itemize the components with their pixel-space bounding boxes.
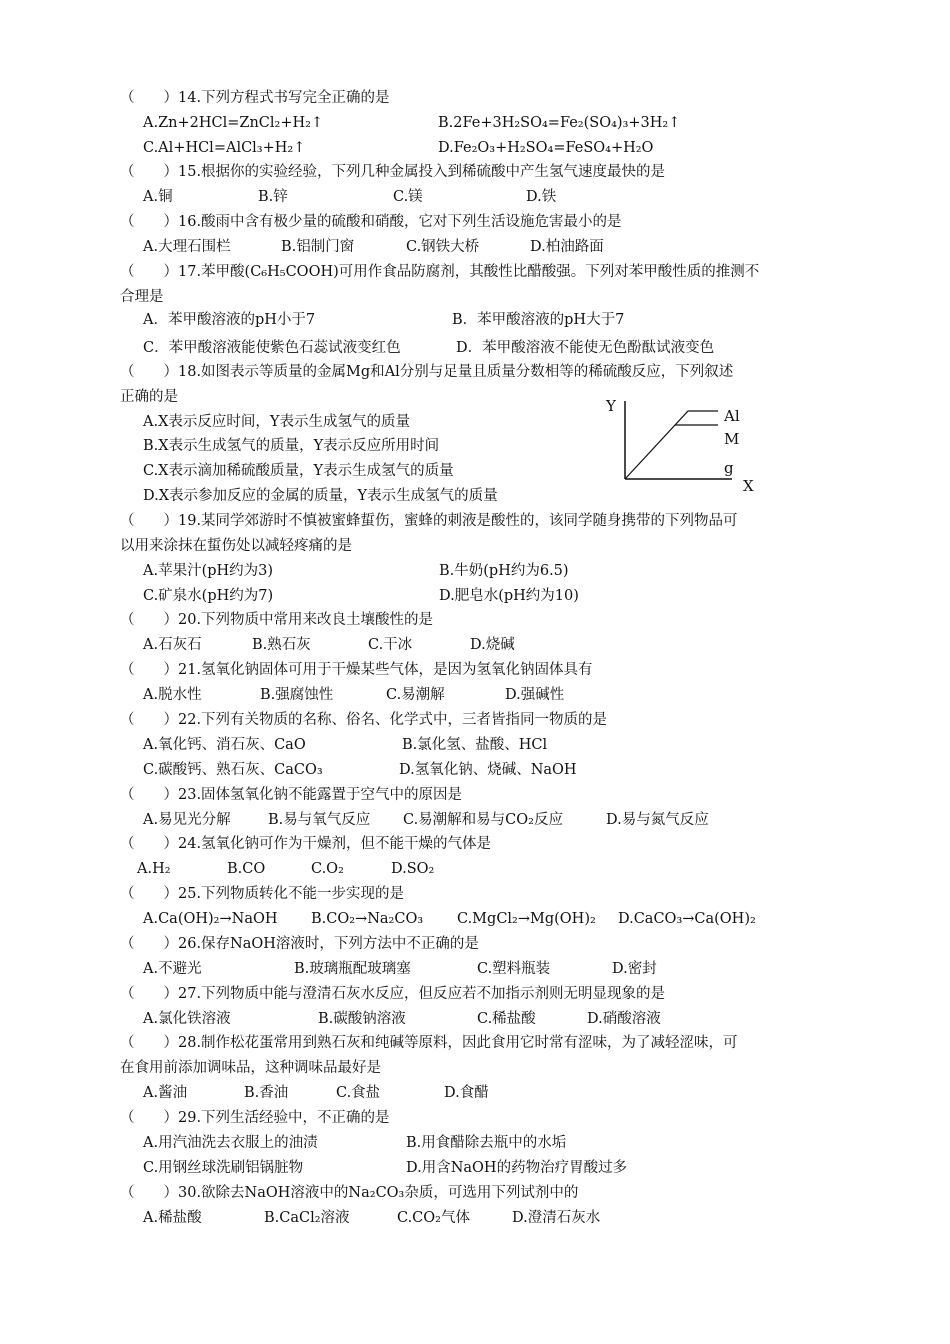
q16-option-a: A.大理石围栏 (143, 239, 231, 255)
q25-option-b: B.CO₂→Na₂CO₃ (311, 911, 424, 927)
q25-option-d: D.CaCO₃→Ca(OH)₂ (618, 911, 756, 927)
q23-option-c: C.易潮解和易与CO₂反应 (403, 812, 563, 828)
q24-option-d: D.SO₂ (391, 861, 435, 877)
q14-option-b: B.2Fe+3H₂SO₄=Fe₂(SO₄)₃+3H₂↑ (438, 115, 681, 131)
question-17-stem: （ ）17.苯甲酸(C₆H₅COOH)可用作食品防腐剂，其酸性比醋酸强。下列对苯甲酸性质的推测不 (120, 264, 760, 280)
q28-option-d: D.食醋 (444, 1085, 489, 1101)
q26-option-b: B.玻璃瓶配玻璃塞 (294, 961, 411, 977)
question-19-stem-cont: 以用来涂抹在蜇伤处以减轻疼痛的是 (120, 538, 352, 554)
q27-option-b: B.碳酸钠溶液 (318, 1011, 406, 1027)
q22-option-c: C.碳酸钙、熟石灰、CaCO₃ (143, 762, 323, 778)
q22-option-a: A.氧化钙、消石灰、CaO (143, 737, 306, 753)
q29-option-c: C.用钢丝球洗刷铝锅脏物 (143, 1160, 304, 1176)
x-axis-label: X (743, 477, 754, 495)
q16-option-b: B.铝制门窗 (281, 239, 355, 255)
q16-option-c: C.钢铁大桥 (406, 239, 480, 255)
question-18-stem-cont: 正确的是 (120, 389, 178, 405)
q23-option-b: B.易与氧气反应 (268, 812, 371, 828)
q21-option-b: B.强腐蚀性 (260, 687, 334, 703)
q20-option-a: A.石灰石 (143, 637, 202, 653)
q19-option-a: A.苹果汁(pH约为3) (143, 563, 274, 579)
q18-option-a: A.X表示反应时间，Y表示生成氢气的质量 (143, 414, 410, 430)
q30-option-a: A.稀盐酸 (143, 1210, 202, 1226)
q14-option-c: C.Al+HCl=AlCl₃+H₂↑ (143, 140, 306, 156)
q27-option-d: D.硝酸溶液 (587, 1011, 661, 1027)
q26-option-d: D.密封 (612, 961, 657, 977)
question-15-stem: （ ）15.根据你的实验经验，下列几种金属投入到稀硫酸中产生氢气速度最快的是 (120, 164, 666, 180)
q20-option-c: C.干冰 (368, 637, 413, 653)
q20-option-b: B.熟石灰 (252, 637, 311, 653)
question-28-stem-cont: 在食用前添加调味品，这种调味品最好是 (120, 1060, 381, 1076)
q15-option-d: D.铁 (526, 189, 557, 205)
question-20-stem: （ ）20.下列物质中常用来改良土壤酸性的是 (120, 612, 434, 628)
q25-option-c: C.MgCl₂→Mg(OH)₂ (457, 911, 596, 927)
mg-curve-label-m: M (724, 430, 740, 448)
q19-option-b: B.牛奶(pH约为6.5) (439, 563, 569, 579)
q17-option-b: B．苯甲酸溶液的pH大于7 (452, 312, 625, 328)
q24-option-b: B.CO (227, 861, 266, 877)
q17-option-d: D．苯甲酸溶液不能使无色酚酞试液变色 (456, 340, 715, 356)
q18-option-c: C.X表示滴加稀硫酸质量，Y表示生成氢气的质量 (143, 463, 454, 479)
question-17-stem-cont: 合理是 (120, 289, 164, 305)
question-19-stem: （ ）19.某同学郊游时不慎被蜜蜂蜇伤，蜜蜂的刺液是酸性的，该同学随身携带的下列物品可 (120, 513, 738, 529)
q17-option-a: A．苯甲酸溶液的pH小于7 (143, 312, 316, 328)
q19-option-d: D.肥皂水(pH约为10) (439, 588, 579, 604)
question-16-stem: （ ）16.酸雨中含有极少量的硫酸和硝酸，它对下列生活设施危害最小的是 (120, 214, 622, 230)
q24-option-c: C.O₂ (311, 861, 344, 877)
q30-option-c: C.CO₂气体 (397, 1210, 470, 1226)
question-28-stem: （ ）28.制作松花蛋常用到熟石灰和纯碱等原料，因此食用它时常有涩味，为了减轻涩味，可 (120, 1035, 738, 1051)
q28-option-c: C.食盐 (336, 1085, 381, 1101)
question-26-stem: （ ）26.保存NaOH溶液时，下列方法中不正确的是 (120, 936, 479, 952)
q23-option-d: D.易与氮气反应 (606, 812, 709, 828)
q21-option-d: D.强碱性 (505, 687, 565, 703)
question-14-stem: （ ）14.下列方程式书写完全正确的是 (120, 90, 390, 106)
q19-option-c: C.矿泉水(pH约为7) (143, 588, 274, 604)
q28-option-b: B.香油 (244, 1085, 289, 1101)
q29-option-a: A.用汽油洗去衣服上的油渍 (143, 1135, 318, 1151)
question-29-stem: （ ）29.下列生活经验中，不正确的是 (120, 1110, 390, 1126)
q18-option-b: B.X表示生成氢气的质量，Y表示反应所用时间 (143, 438, 440, 454)
q18-option-d: D.X表示参加反应的金属的质量，Y表示生成氢气的质量 (143, 488, 498, 504)
q30-option-b: B.CaCl₂溶液 (264, 1210, 350, 1226)
q21-option-a: A.脱水性 (143, 687, 202, 703)
q16-option-d: D.柏油路面 (530, 239, 604, 255)
question-27-stem: （ ）27.下列物质中能与澄清石灰水反应，但反应若不加指示剂则无明显现象的是 (120, 986, 666, 1002)
q15-option-b: B.锌 (258, 189, 288, 205)
al-curve-label: Al (724, 407, 740, 425)
q25-option-a: A.Ca(OH)₂→NaOH (143, 911, 278, 927)
q29-option-b: B.用食醋除去瓶中的水垢 (406, 1135, 567, 1151)
q21-option-c: C.易潮解 (386, 687, 445, 703)
mg-al-reaction-graph (600, 395, 770, 500)
q17-option-c: C．苯甲酸溶液能使紫色石蕊试液变红色 (143, 340, 401, 356)
q26-option-c: C.塑料瓶装 (477, 961, 551, 977)
q14-option-d: D.Fe₂O₃+H₂SO₄=FeSO₄+H₂O (438, 140, 654, 156)
q15-option-c: C.镁 (393, 189, 423, 205)
question-24-stem: （ ）24.氢氧化钠可作为干燥剂，但不能干燥的气体是 (120, 836, 492, 852)
question-21-stem: （ ）21.氢氧化钠固体可用于干燥某些气体，是因为氢氧化钠固体具有 (120, 662, 593, 678)
q24-option-a: A.H₂ (137, 861, 171, 877)
question-25-stem: （ ）25.下列物质转化不能一步实现的是 (120, 886, 405, 902)
question-23-stem: （ ）23.固体氢氧化钠不能露置于空气中的原因是 (120, 787, 463, 803)
mg-curve-label-g: g (724, 459, 734, 477)
question-30-stem: （ ）30.欲除去NaOH溶液中的Na₂CO₃杂质，可选用下列试剂中的 (120, 1185, 579, 1201)
q27-option-c: C.稀盐酸 (477, 1011, 536, 1027)
q27-option-a: A.氯化铁溶液 (143, 1011, 231, 1027)
y-axis-label: Y (606, 397, 616, 415)
q28-option-a: A.酱油 (143, 1085, 188, 1101)
q20-option-d: D.烧碱 (470, 637, 515, 653)
question-22-stem: （ ）22.下列有关物质的名称、俗名、化学式中，三者皆指同一物质的是 (120, 712, 608, 728)
q30-option-d: D.澄清石灰水 (512, 1210, 601, 1226)
q23-option-a: A.易见光分解 (143, 812, 231, 828)
q22-option-d: D.氢氧化钠、烧碱、NaOH (399, 762, 577, 778)
question-18-stem: （ ）18.如图表示等质量的金属Mg和Al分别与足量且质量分数相等的稀硫酸反应，下列叙述 (120, 364, 734, 380)
al-curve (625, 411, 718, 479)
q15-option-a: A.铜 (143, 189, 173, 205)
q26-option-a: A.不避光 (143, 961, 202, 977)
q29-option-d: D.用含NaOH的药物治疗胃酸过多 (406, 1160, 628, 1176)
q22-option-b: B.氯化氢、盐酸、HCl (402, 737, 548, 753)
q14-option-a: A.Zn+2HCl=ZnCl₂+H₂↑ (143, 115, 324, 131)
